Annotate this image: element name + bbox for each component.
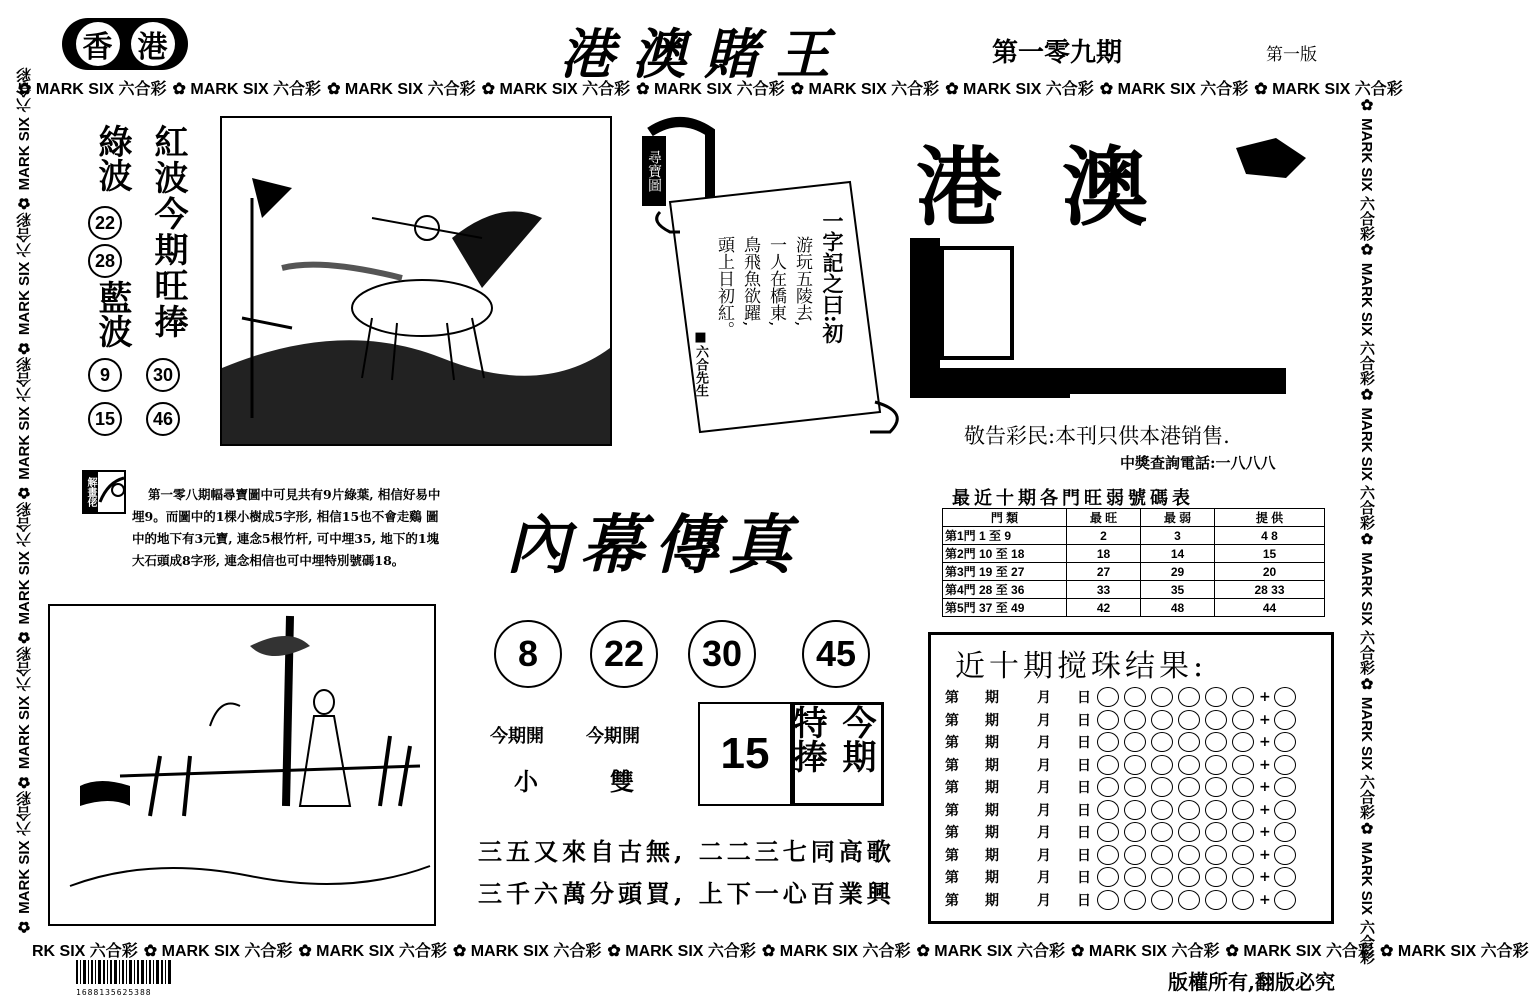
result-ball-slot — [1232, 800, 1254, 820]
result-label: 月 — [1037, 892, 1051, 909]
offer-cell: 20 — [1215, 563, 1325, 581]
result-ball-slot — [1205, 777, 1227, 797]
brand-logo — [906, 118, 1330, 408]
insider-title: 內幕傳真 — [506, 508, 802, 583]
band-item: ✿ MARK SIX 六合彩 — [790, 81, 940, 98]
gate-table-row — [943, 599, 1325, 617]
hint-icon: 解畫佬 — [82, 470, 126, 514]
band-item: ✿ MARK SIX 六合彩 — [636, 81, 785, 98]
red-wave-headline: 紅波今期旺捧 — [148, 124, 188, 340]
offer-cell: 15 — [1215, 545, 1325, 563]
special-char: 特 — [787, 705, 827, 739]
result-ball-slot — [1151, 867, 1173, 887]
open-label-2: 今期開 — [586, 726, 640, 747]
cold-cell: 48 — [1141, 599, 1215, 617]
special-ball-slot — [1274, 777, 1296, 797]
result-label: 日 — [1077, 712, 1091, 729]
plus-sign: + — [1259, 846, 1271, 863]
red-number-ball: 46 — [146, 402, 180, 436]
result-ball-slot — [1151, 800, 1173, 820]
result-row — [945, 777, 1301, 797]
result-ball-slot — [1097, 777, 1119, 797]
hong-kong-badge — [62, 18, 188, 70]
result-ball-slot — [1097, 845, 1119, 865]
offer-cell: 44 — [1215, 599, 1325, 617]
gate-table-row — [943, 545, 1325, 563]
special-ball-slot — [1274, 732, 1296, 752]
insider-number-ball: 30 — [688, 620, 756, 688]
result-ball-slot — [1232, 777, 1254, 797]
plus-sign: + — [1259, 756, 1271, 773]
band-item: ✿ MARK SIX 六合彩 — [143, 943, 293, 960]
treasure-verse-2: 一人在橋東, — [766, 236, 786, 327]
special-ball-slot — [1274, 845, 1296, 865]
results-title: 近十期搅珠结果: — [955, 649, 1208, 684]
blue-number-ball: 15 — [88, 402, 122, 436]
blue-number-ball: 9 — [88, 358, 122, 392]
result-ball-slot — [1124, 732, 1146, 752]
band-item: ✿ MARK SIX 六合彩 — [1070, 943, 1220, 960]
green-number-ball: 22 — [88, 206, 122, 240]
gate-cell: 第4門 28 至 36 — [943, 581, 1067, 599]
result-row — [945, 710, 1301, 730]
result-ball-slot — [1205, 822, 1227, 842]
special-ball-slot — [1274, 867, 1296, 887]
cold-cell: 35 — [1141, 581, 1215, 599]
result-label: 月 — [1037, 870, 1051, 886]
open-label-1: 今期開 — [490, 726, 544, 747]
hot-cell: 18 — [1067, 545, 1141, 563]
band-item: ✿ MARK SIX 六合彩 — [1225, 943, 1375, 960]
result-label: 期 — [985, 892, 999, 909]
result-ball-slot — [1124, 687, 1146, 707]
poem-line-1: 三五又來自古無, 二二三七同高歌 — [478, 837, 895, 866]
band-item: ✿ MARK SIX 六合彩 — [1254, 81, 1403, 98]
band-item: ✿ MARK SIX 六合彩 — [607, 943, 756, 960]
result-ball-slot — [1124, 867, 1146, 887]
treasure-lead: 一字記之曰:初 — [820, 210, 845, 344]
treasure-verse-3: 鳥飛魚欲躍, — [740, 236, 760, 327]
notice-text: 敬告彩民:本刊只供本港销售. — [964, 424, 1230, 448]
treasure-signature: ■六合先生 — [693, 330, 708, 397]
hot-cell: 33 — [1067, 581, 1141, 599]
result-ball-slot — [1097, 755, 1119, 775]
result-label: 日 — [1077, 757, 1091, 774]
result-label: 日 — [1077, 870, 1091, 886]
band-item: ✿ MARK SIX 六合彩 — [916, 943, 1065, 960]
result-ball-slot — [1205, 867, 1227, 887]
result-label: 期 — [985, 712, 999, 729]
special-ball-slot — [1274, 755, 1296, 775]
result-label: 日 — [1077, 690, 1091, 706]
gate-table-row — [943, 581, 1325, 599]
band-item: ✿ MARK SIX 六合彩 — [16, 646, 33, 792]
band-item: ✿ MARK SIX 六合彩 — [1358, 530, 1375, 675]
band-item: RK SIX 六合彩 — [32, 943, 138, 960]
result-ball-slot — [1124, 890, 1146, 910]
band-item: ✿ MARK SIX 六合彩 — [1380, 943, 1529, 960]
result-ball-slot — [1151, 755, 1173, 775]
gate-cell: 第3門 19 至 27 — [943, 563, 1067, 581]
barcode — [76, 960, 172, 997]
band-item: ✿ MARK SIX 六合彩 — [327, 81, 476, 98]
plus-sign: + — [1259, 779, 1271, 795]
page-title: 港澳賭王 — [560, 22, 848, 86]
result-row — [945, 845, 1301, 865]
result-label: 第 — [945, 735, 959, 751]
result-ball-slot — [1178, 755, 1200, 775]
gate-header-cell: 門 類 — [943, 509, 1067, 527]
band-item: ✿ MARK SIX 六合彩 — [1358, 240, 1375, 386]
band-item: ✿ MARK SIX 六合彩 — [761, 943, 911, 960]
result-label: 第 — [945, 825, 959, 841]
result-ball-slot — [1178, 732, 1200, 752]
edition-label: 第一版 — [1266, 45, 1317, 65]
result-row — [945, 732, 1301, 752]
result-label: 月 — [1037, 780, 1051, 796]
result-row — [945, 755, 1301, 775]
result-label: 日 — [1077, 892, 1091, 909]
result-label: 期 — [985, 757, 999, 774]
band-item: ✿ MARK SIX 六合彩 — [16, 791, 33, 936]
result-label: 第 — [945, 847, 959, 864]
result-ball-slot — [1097, 890, 1119, 910]
rider-illustration — [220, 116, 612, 446]
result-ball-slot — [1232, 755, 1254, 775]
result-row — [945, 867, 1301, 887]
result-label: 月 — [1037, 690, 1051, 706]
result-label: 第 — [945, 757, 959, 774]
left-mark-six-band — [14, 67, 35, 936]
result-ball-slot — [1151, 845, 1173, 865]
result-label: 月 — [1037, 825, 1051, 841]
band-item: ✿ MARK SIX 六合彩 — [16, 67, 33, 213]
band-item: ✿ MARK SIX 六合彩 — [298, 943, 447, 960]
badge-char-1: 香 — [76, 22, 120, 66]
plus-sign: + — [1259, 824, 1271, 840]
gate-header-cell: 最 旺 — [1067, 509, 1141, 527]
result-label: 期 — [985, 780, 999, 796]
result-ball-slot — [1205, 845, 1227, 865]
treasure-verse-4: 頭上日初紅。 — [714, 236, 734, 338]
result-row — [945, 890, 1301, 910]
result-ball-slot — [1178, 800, 1200, 820]
band-item: ✿ MARK SIX 六合彩 — [481, 81, 631, 98]
open-value-2: 雙 — [610, 767, 634, 796]
result-label: 第 — [945, 712, 959, 729]
insider-number-ball: 22 — [590, 620, 658, 688]
result-ball-slot — [1124, 845, 1146, 865]
result-ball-slot — [1205, 755, 1227, 775]
recent-results-box — [928, 632, 1334, 924]
barcode-number: 1688135625388 — [76, 988, 152, 997]
result-ball-slot — [1232, 732, 1254, 752]
result-ball-slot — [1097, 800, 1119, 820]
result-label: 月 — [1037, 757, 1051, 774]
red-number-ball: 30 — [146, 358, 180, 392]
result-ball-slot — [1151, 687, 1173, 707]
plus-sign: + — [1259, 734, 1271, 750]
result-label: 期 — [985, 802, 999, 819]
result-label: 日 — [1077, 847, 1091, 864]
special-ball-slot — [1274, 800, 1296, 820]
open-value-1: 小 — [514, 767, 538, 796]
result-ball-slot — [1232, 867, 1254, 887]
band-item: ✿ MARK SIX 六合彩 — [1358, 385, 1375, 531]
band-item: ✿ MARK SIX 六合彩 — [1099, 81, 1249, 98]
issue-number: 第一零九期 — [992, 38, 1123, 68]
result-ball-slot — [1232, 822, 1254, 842]
result-ball-slot — [1232, 845, 1254, 865]
result-ball-slot — [1178, 822, 1200, 842]
gate-table-row — [943, 527, 1325, 545]
result-ball-slot — [1124, 822, 1146, 842]
treasure-label-box: 尋寶圖 — [642, 136, 666, 206]
hotline-text: 中獎查詢電話:一八八八 — [1120, 454, 1276, 472]
result-ball-slot — [1178, 687, 1200, 707]
result-ball-slot — [1232, 890, 1254, 910]
special-ball-slot — [1274, 710, 1296, 730]
brand-logo-text: 港澳 — [916, 137, 1208, 238]
result-label: 月 — [1037, 735, 1051, 751]
woman-illustration — [48, 604, 436, 926]
result-ball-slot — [1232, 710, 1254, 730]
result-label: 第 — [945, 870, 959, 886]
result-label: 月 — [1037, 847, 1051, 864]
result-label: 日 — [1077, 802, 1091, 819]
band-item: ✿ MARK SIX 六合彩 — [16, 501, 33, 647]
cold-cell: 14 — [1141, 545, 1215, 563]
treasure-verse-1: 游玩五陵去, — [792, 236, 812, 327]
plus-sign: + — [1259, 891, 1271, 908]
result-label: 期 — [985, 847, 999, 864]
result-label: 期 — [985, 825, 999, 841]
result-ball-slot — [1151, 822, 1173, 842]
result-ball-slot — [1124, 800, 1146, 820]
hint-paragraph: 第一零八期幅尋寶圖中可見共有9片綠葉, 相信好易中埋9。而圖中的1棵小樹成5字形, 相信15也不會走鷄 圖中的地下有3元寶, 連念5根竹杆, 可中埋35, 地下的1塊大石頭成8字形, 連念相信也可中埋特別號碼18。 — [132, 487, 441, 568]
result-ball-slot — [1097, 710, 1119, 730]
result-ball-slot — [1178, 867, 1200, 887]
gate-table-header — [943, 509, 1325, 527]
result-ball-slot — [1205, 890, 1227, 910]
result-ball-slot — [1178, 777, 1200, 797]
gate-table — [942, 508, 1325, 617]
result-row — [945, 822, 1301, 842]
cold-cell: 3 — [1141, 527, 1215, 545]
result-ball-slot — [1097, 822, 1119, 842]
result-ball-slot — [1178, 710, 1200, 730]
poem-line-2: 三千六萬分頭買, 上下一心百業興 — [478, 879, 895, 908]
copyright-text: 版權所有,翻版必究 — [1168, 970, 1335, 994]
hot-cell: 2 — [1067, 527, 1141, 545]
special-number: 15 — [698, 702, 792, 806]
top-mark-six-band — [18, 76, 1403, 99]
band-item: ✿ MARK SIX 六合彩 — [172, 81, 322, 98]
result-ball-slot — [1232, 687, 1254, 707]
special-char: 期 — [836, 739, 876, 773]
result-ball-slot — [1151, 777, 1173, 797]
result-ball-slot — [1097, 867, 1119, 887]
result-label: 期 — [985, 690, 999, 706]
result-label: 月 — [1037, 712, 1051, 729]
bottom-mark-six-band — [32, 938, 1529, 961]
hot-cell: 27 — [1067, 563, 1141, 581]
right-mark-six-band — [1356, 96, 1377, 965]
result-ball-slot — [1205, 687, 1227, 707]
band-item: ✿ MARK SIX 六合彩 — [1358, 674, 1375, 820]
cold-cell: 29 — [1141, 563, 1215, 581]
gate-cell: 第1門 1 至 9 — [943, 527, 1067, 545]
gate-header-cell: 最 弱 — [1141, 509, 1215, 527]
plus-sign: + — [1259, 801, 1271, 818]
result-ball-slot — [1097, 687, 1119, 707]
band-item: ✿ MARK SIX 六合彩 — [1358, 96, 1375, 241]
result-ball-slot — [1178, 890, 1200, 910]
result-label: 期 — [985, 870, 999, 886]
gate-table-title: 最近十期各門旺弱號碼表 — [952, 488, 1194, 509]
result-ball-slot — [1205, 710, 1227, 730]
result-ball-slot — [1205, 732, 1227, 752]
green-number-ball: 28 — [88, 244, 122, 278]
result-row — [945, 687, 1301, 707]
band-item: ✿ MARK SIX 六合彩 — [18, 81, 167, 98]
band-item: ✿ MARK SIX 六合彩 — [16, 212, 33, 358]
special-ball-slot — [1274, 890, 1296, 910]
result-label: 第 — [945, 780, 959, 796]
gate-cell: 第2門 10 至 18 — [943, 545, 1067, 563]
band-item: ✿ MARK SIX 六合彩 — [945, 81, 1094, 98]
result-ball-slot — [1097, 732, 1119, 752]
result-ball-slot — [1124, 710, 1146, 730]
gate-header-cell: 提 供 — [1215, 509, 1325, 527]
result-ball-slot — [1151, 710, 1173, 730]
offer-cell: 4 8 — [1215, 527, 1325, 545]
offer-cell: 28 33 — [1215, 581, 1325, 599]
badge-char-2: 港 — [131, 22, 175, 66]
special-char: 捧 — [787, 739, 827, 773]
band-item: ✿ MARK SIX 六合彩 — [16, 357, 33, 502]
special-label — [787, 702, 884, 806]
result-ball-slot — [1178, 845, 1200, 865]
result-ball-slot — [1124, 777, 1146, 797]
result-ball-slot — [1151, 890, 1173, 910]
hot-cell: 42 — [1067, 599, 1141, 617]
result-label: 日 — [1077, 735, 1091, 751]
result-ball-slot — [1205, 800, 1227, 820]
special-char: 今 — [836, 705, 876, 739]
result-ball-slot — [1124, 755, 1146, 775]
insider-number-ball: 45 — [802, 620, 870, 688]
result-label: 第 — [945, 690, 959, 706]
blue-wave-label: 藍波 — [92, 280, 132, 348]
insider-number-ball: 8 — [494, 620, 562, 688]
result-label: 第 — [945, 892, 959, 909]
result-row — [945, 800, 1301, 820]
result-label: 月 — [1037, 802, 1051, 819]
green-wave-label: 綠波 — [92, 124, 132, 192]
gate-cell: 第5門 37 至 49 — [943, 599, 1067, 617]
plus-sign: + — [1259, 711, 1271, 728]
band-item: ✿ MARK SIX 六合彩 — [452, 943, 602, 960]
special-ball-slot — [1274, 822, 1296, 842]
result-label: 日 — [1077, 780, 1091, 796]
result-label: 日 — [1077, 825, 1091, 841]
special-number-box — [698, 702, 884, 806]
gate-table-row — [943, 563, 1325, 581]
special-ball-slot — [1274, 687, 1296, 707]
result-ball-slot — [1151, 732, 1173, 752]
plus-sign: + — [1259, 689, 1271, 705]
result-label: 期 — [985, 735, 999, 751]
result-label: 第 — [945, 802, 959, 819]
plus-sign: + — [1259, 869, 1271, 885]
band-item: ✿ MARK SIX 六合彩 — [1358, 819, 1375, 965]
